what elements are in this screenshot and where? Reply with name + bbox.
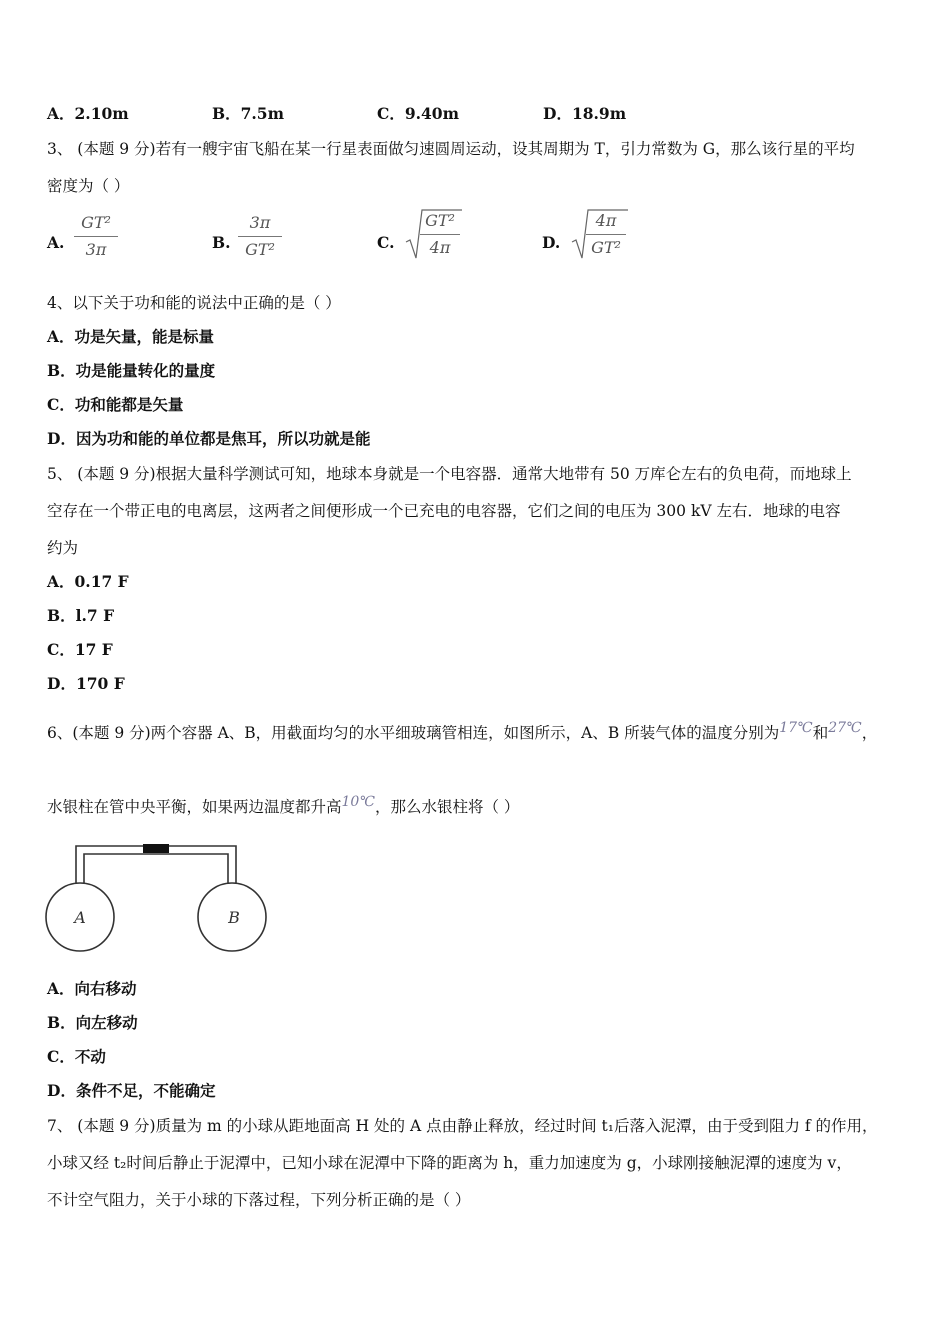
q5-option-a: A．0.17 F [47, 572, 129, 591]
q6-and: 和 [812, 724, 829, 743]
q3-c-numerator: GT² [425, 211, 455, 230]
q7-stem-line2: 小球又经 t₂时间后静止于泥潭中，已知小球在泥潭中下降的距离为 h，重力加速度为 g，小球刚接触泥潭的速度为 v， [47, 1154, 852, 1172]
q3-label-b: B. [212, 233, 231, 252]
q3-label-a: A. [47, 233, 65, 252]
q3-option-d-formula [586, 210, 626, 259]
q6-temp-a: 17℃ [779, 720, 813, 736]
q3-b-numerator: 3π [249, 213, 271, 232]
q4-option-c: C．功和能都是矢量 [47, 395, 184, 414]
q5-option-b: B．l.7 F [47, 606, 115, 625]
q3-c-denominator: 4π [429, 238, 451, 257]
q6-stem-line2 [47, 794, 519, 817]
q3-label-c: C. [377, 233, 395, 252]
q5-stem-line2: 空存在一个带正电的电离层，这两者之间便形成一个已充电的电容器，它们之间的电压为 300 kV 左右．地球的电容 [47, 502, 841, 520]
q2-option-c: C．9.40m [377, 104, 459, 123]
q2-option-b: B．7.5m [212, 104, 284, 123]
q3-option-a-formula [74, 212, 118, 261]
q3-stem-line1: 3、 (本题 9 分)若有一艘宇宙飞船在某一行星表面做匀速圆周运动，设其周期为 T，引力常数为 G，那么该行星的平均 [47, 140, 855, 158]
q4-option-b: B．功是能量转化的量度 [47, 361, 216, 380]
q2-option-d: D．18.9m [543, 104, 627, 123]
q6-comma: ， [861, 724, 878, 743]
q4-stem: 4、以下关于功和能的说法中正确的是（ ） [47, 294, 341, 312]
q6-stem-text-2a: 水银柱在管中央平衡，如果两边温度都升高 [47, 798, 342, 817]
q3-stem-line2: 密度为（ ） [47, 177, 130, 195]
q2-option-a: A．2.10m [47, 104, 129, 123]
q3-a-numerator: GT² [81, 213, 111, 232]
q6-stem-text-2b: ，那么水银柱将（ ） [375, 798, 520, 817]
label-b: B [228, 908, 240, 927]
label-a: A [74, 908, 86, 927]
q6-stem-line1 [47, 720, 877, 743]
q6-option-b: B．向左移动 [47, 1013, 138, 1032]
q3-option-b-formula [238, 212, 282, 261]
mercury-column [143, 844, 169, 853]
q6-temp-b: 27℃ [828, 720, 862, 736]
q3-d-denominator: GT² [591, 238, 621, 257]
q7-stem-line3: 不计空气阻力，关于小球的下落过程，下列分析正确的是（ ） [47, 1191, 471, 1209]
q5-stem-line1: 5、 (本题 9 分)根据大量科学测试可知，地球本身就是一个电容器．通常大地带有 50 万库仑左右的负电荷，而地球上 [47, 465, 852, 483]
q6-diagram [44, 840, 268, 956]
q4-option-d: D．因为功和能的单位都是焦耳，所以功就是能 [47, 429, 371, 448]
q6-option-a: A．向右移动 [47, 979, 137, 998]
q6-stem-text: 6、(本题 9 分)两个容器 A、B，用截面均匀的水平细玻璃管相连，如图所示，A、B 所装气体的温度分别为 [47, 724, 780, 743]
q6-temp-rise: 10℃ [341, 794, 375, 810]
q3-label-d: D. [542, 233, 561, 252]
q5-option-d: D．170 F [47, 674, 125, 693]
q3-option-c-formula [420, 210, 460, 259]
q3-a-denominator: 3π [85, 240, 107, 259]
q7-stem-line1: 7、 (本题 9 分)质量为 m 的小球从距地面高 H 处的 A 点由静止释放，经过时间 t₁后落入泥潭，由于受到阻力 f 的作用， [47, 1117, 878, 1135]
q3-b-denominator: GT² [245, 240, 275, 259]
q6-option-c: C．不动 [47, 1047, 106, 1066]
q5-stem-line3: 约为 [47, 539, 79, 557]
q6-option-d: D．条件不足，不能确定 [47, 1081, 216, 1100]
q4-option-a: A．功是矢量，能是标量 [47, 327, 215, 346]
q3-d-numerator: 4π [595, 211, 617, 230]
q5-option-c: C．17 F [47, 640, 113, 659]
